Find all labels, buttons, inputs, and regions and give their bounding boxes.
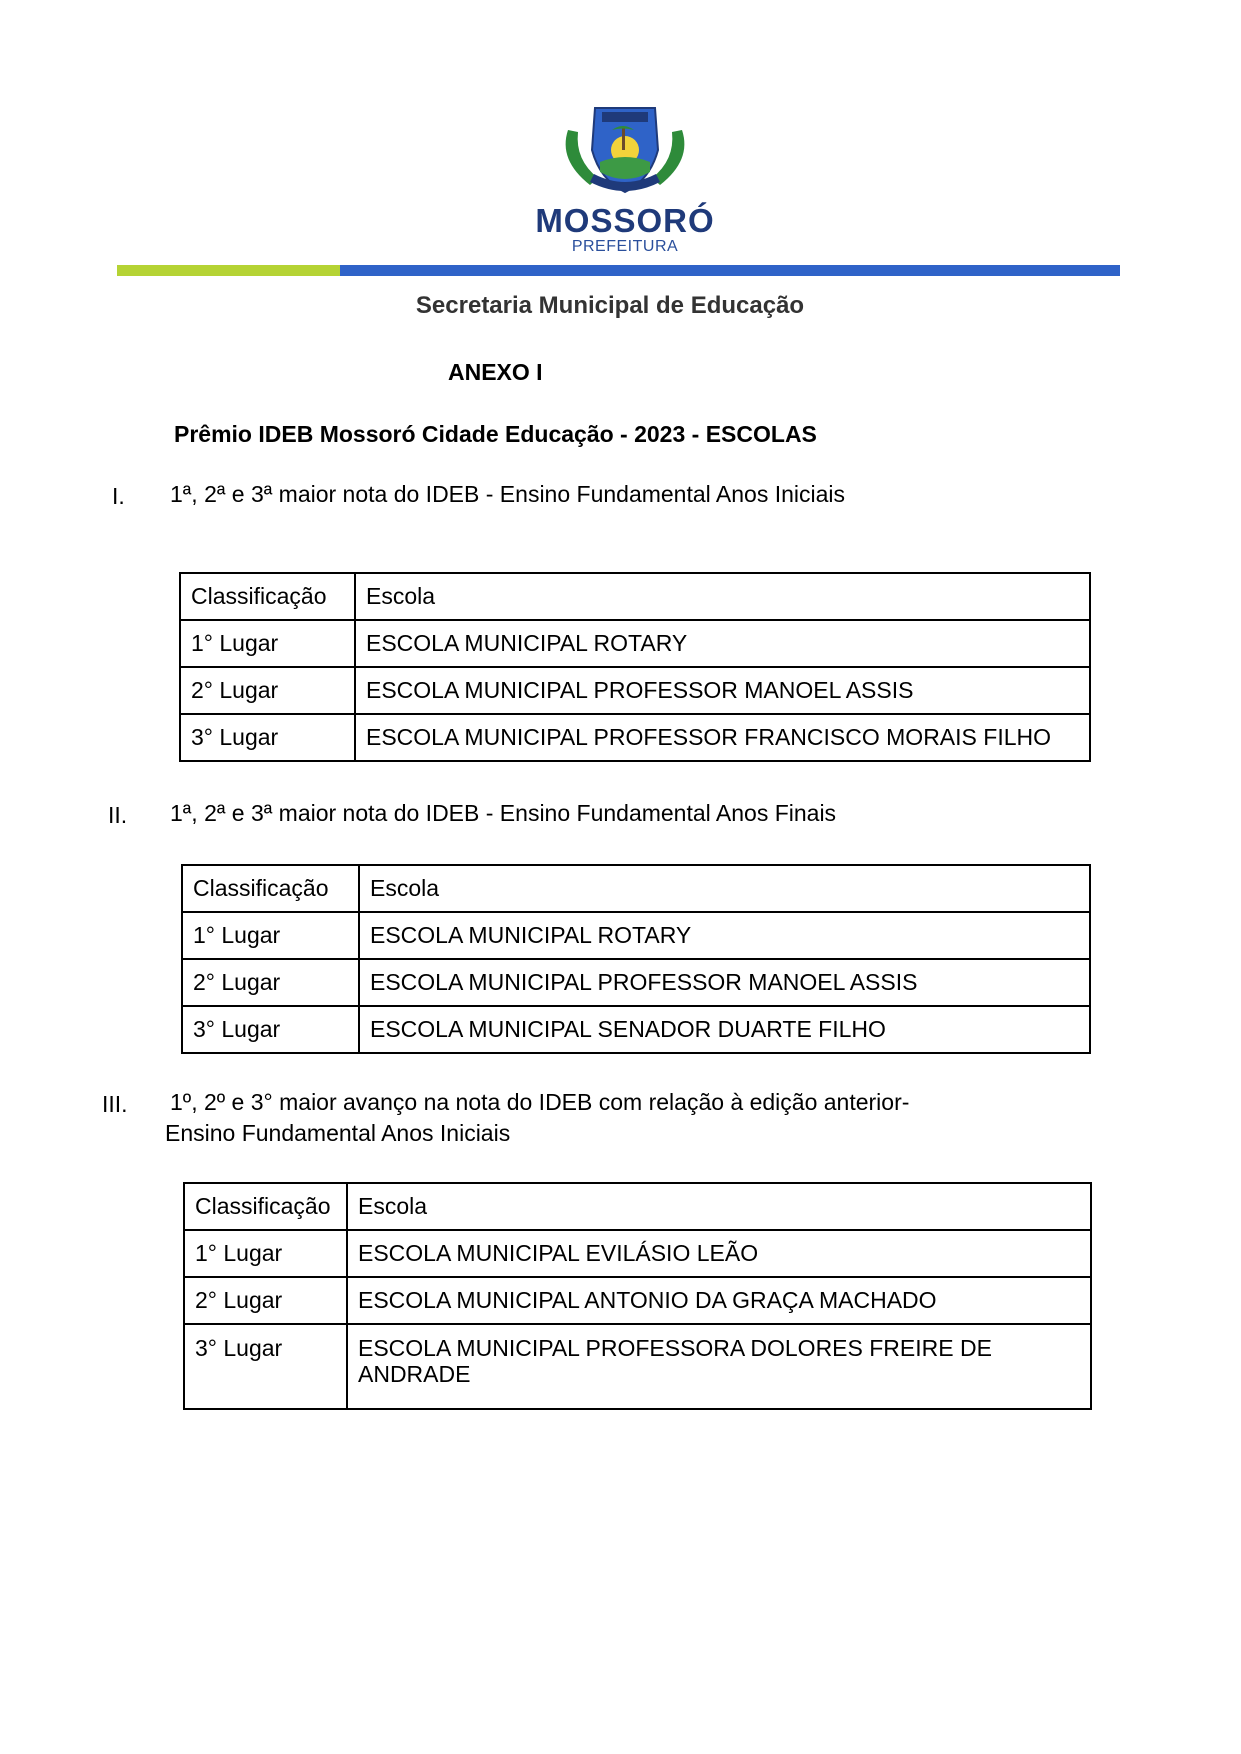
section-2-number: II. <box>108 802 128 828</box>
school-cell: ESCOLA MUNICIPAL ROTARY <box>359 912 1090 959</box>
table-row <box>184 1230 1091 1277</box>
table-header-row <box>180 573 1090 620</box>
rank-cell: 2° Lugar <box>182 959 359 1006</box>
rank-cell: 2° Lugar <box>180 667 355 714</box>
school-cell: ESCOLA MUNICIPAL ROTARY <box>355 620 1090 667</box>
header-green-bar <box>117 265 340 276</box>
municipal-seal-icon <box>550 100 700 200</box>
table-row <box>182 912 1090 959</box>
award-subtitle: Prêmio IDEB Mossoró Cidade Educação - 2023 - ESCOLAS <box>174 421 817 447</box>
table-row <box>182 959 1090 1006</box>
header-blue-bar <box>340 265 1120 276</box>
table-row <box>182 1006 1090 1053</box>
rank-cell: 1° Lugar <box>180 620 355 667</box>
column-header-escola: Escola <box>355 573 1090 620</box>
table-row <box>180 667 1090 714</box>
table-row <box>184 1277 1091 1324</box>
section-3-heading-line1: 1º, 2º e 3° maior avanço na nota do IDEB com relação à edição anterior- <box>170 1089 910 1115</box>
table-header-row <box>184 1183 1091 1230</box>
ranking-table-1 <box>179 572 1091 762</box>
section-1-heading: 1ª, 2ª e 3ª maior nota do IDEB - Ensino Fundamental Anos Iniciais <box>170 481 846 507</box>
logo-subtitle: PREFEITURA <box>571 238 679 255</box>
ranking-table-3 <box>183 1182 1092 1410</box>
column-header-classificacao: Classificação <box>184 1183 347 1230</box>
prefeitura-logo <box>520 100 730 255</box>
school-cell: ESCOLA MUNICIPAL PROFESSOR FRANCISCO MORAIS FILHO <box>355 714 1090 761</box>
column-header-escola: Escola <box>347 1183 1091 1230</box>
column-header-classificacao: Classificação <box>180 573 355 620</box>
table-row <box>184 1324 1091 1409</box>
column-header-classificacao: Classificação <box>182 865 359 912</box>
table-header-row <box>182 865 1090 912</box>
section-3-number: III. <box>102 1091 128 1117</box>
section-2-heading: 1ª, 2ª e 3ª maior nota do IDEB - Ensino Fundamental Anos Finais <box>170 800 837 826</box>
school-cell: ESCOLA MUNICIPAL SENADOR DUARTE FILHO <box>359 1006 1090 1053</box>
ranking-table-2 <box>181 864 1091 1054</box>
rank-cell: 3° Lugar <box>184 1324 347 1409</box>
school-cell: ESCOLA MUNICIPAL PROFESSORA DOLORES FREIRE DE ANDRADE <box>347 1324 1091 1409</box>
annex-title: ANEXO I <box>448 359 543 385</box>
column-header-escola: Escola <box>359 865 1090 912</box>
school-cell: ESCOLA MUNICIPAL PROFESSOR MANOEL ASSIS <box>355 667 1090 714</box>
table-row <box>180 620 1090 667</box>
section-3-heading-line2: Ensino Fundamental Anos Iniciais <box>165 1120 511 1146</box>
rank-cell: 1° Lugar <box>182 912 359 959</box>
school-cell: ESCOLA MUNICIPAL EVILÁSIO LEÃO <box>347 1230 1091 1277</box>
school-cell: ESCOLA MUNICIPAL PROFESSOR MANOEL ASSIS <box>359 959 1090 1006</box>
table-row <box>180 714 1090 761</box>
school-cell: ESCOLA MUNICIPAL ANTONIO DA GRAÇA MACHADO <box>347 1277 1091 1324</box>
logo-title: MOSSORÓ <box>535 202 715 239</box>
section-1-number: I. <box>112 483 125 509</box>
rank-cell: 3° Lugar <box>182 1006 359 1053</box>
department-name: Secretaria Municipal de Educação <box>415 292 805 319</box>
rank-cell: 2° Lugar <box>184 1277 347 1324</box>
rank-cell: 1° Lugar <box>184 1230 347 1277</box>
rank-cell: 3° Lugar <box>180 714 355 761</box>
